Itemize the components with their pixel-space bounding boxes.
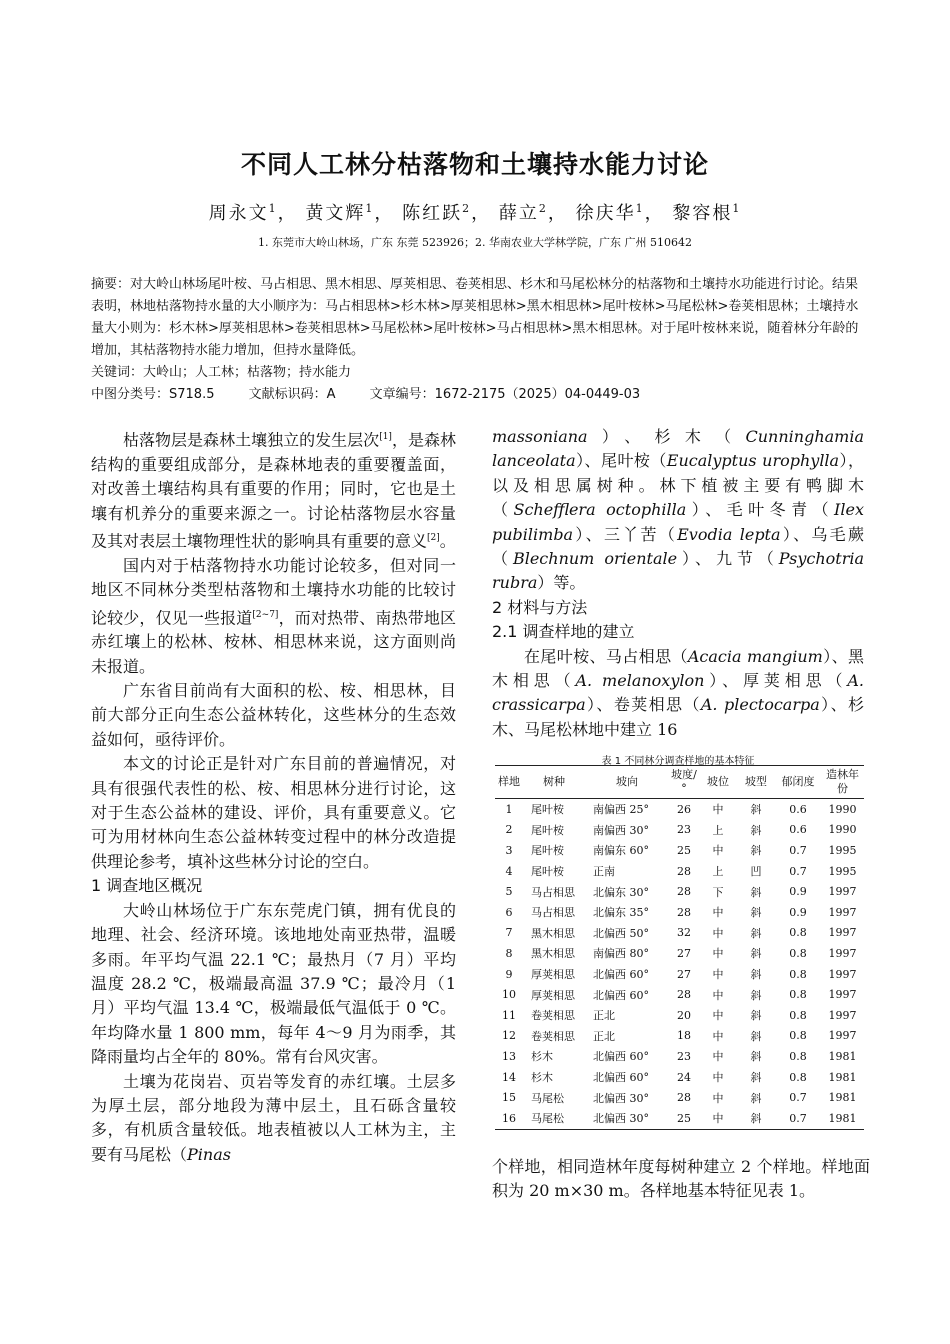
table-cell: 中 [712, 1071, 724, 1085]
paragraph: 国内对于枯落物持水功能讨论较多，但对同一地区不同林分类型枯落物和土壤持水功能的比较讨论较少，仅见一些报道[2~7]，而对热带、南热带地区赤红壤上的松林、桉林、相思林来说，这方面则尚未报道。 [91, 555, 456, 676]
table-cell: 北偏西 50° [593, 926, 649, 940]
paragraph: 土壤为花岗岩、页岩等发育的赤红壤。土层多为厚土层，部分地段为薄中层土，且石砾含量较多，有机质含量较低。地表植被以人工林为主，主要有马尾松（Pinas [91, 1071, 456, 1164]
table-cell: 28 [677, 864, 691, 878]
table-cell: 中 [712, 1050, 724, 1064]
paragraph: 在尾叶桉、马占相思（Acacia mangium）、黑木相思（A. melanoxylon）、厚荚相思（A. crassicarpa）、卷荚相思（A. plectocarpa）、杉木、马尾松林地中建立 16 [492, 646, 864, 739]
table-cell: 1 [505, 802, 513, 816]
table-cell: 卷荚相思 [531, 1029, 575, 1043]
table-cell: 23 [677, 1049, 691, 1063]
column-header: 样地 [495, 766, 523, 799]
table-cell: 尾叶桉 [531, 823, 564, 837]
table-row [495, 902, 864, 923]
abstract-text: 摘要：对大岭山林场尾叶桉、马占相思、黑木相思、厚荚相思、卷荚相思、杉木和马尾松林分的枯落物和土壤持水功能进行讨论。结果表明，林地枯落物持水量的大小顺序为：马占相思林>杉木林>厚荚相思林>黑木相思林>尾叶桉林>马尾松林>卷荚相思林；土壤持水量大小则为：杉木林>厚荚相思林>卷荚相思林>马尾松林>尾叶桉林>马占相思林>黑木相思林。对于尾叶桉林来说，随着林分年龄的增加，其枯落物持水能力增加，但持水量降低。 [91, 277, 859, 358]
table-cell: 北偏西 60° [593, 988, 649, 1002]
table-cell: 中 [712, 803, 724, 817]
page-title: 不同人工林分枯落物和土壤持水能力讨论 [240, 150, 709, 179]
table-cell: 北偏西 60° [593, 1050, 649, 1064]
subsection-heading: 2.1 调查样地的建立 [492, 622, 635, 642]
table-cell: 尾叶桉 [531, 803, 564, 817]
table-cell: 1981 [828, 1049, 857, 1063]
table-cell: 北偏西 60° [593, 1071, 649, 1085]
table-cell: 北偏东 30° [593, 885, 649, 899]
table-cell: 北偏西 60° [593, 968, 649, 982]
table-cell: 1997 [828, 1029, 857, 1043]
table-cell: 中 [699, 1108, 737, 1129]
column-header: 造林年份 [821, 766, 864, 799]
table-cell: 25 [677, 843, 691, 857]
table-cell: 斜 [750, 803, 762, 817]
table-cell: 正南 [593, 865, 615, 879]
table-cell: 28 [677, 988, 691, 1002]
table-cell: 斜 [750, 1091, 762, 1105]
table-cell: 尾叶桉 [531, 844, 564, 858]
right-column [492, 425, 864, 742]
table-cell: 15 [502, 1091, 516, 1105]
author: 陈红跃$^2$ [402, 202, 472, 224]
table-cell: 中 [712, 1091, 724, 1105]
table-cell: 中 [712, 1029, 724, 1043]
table-cell: 斜 [750, 926, 762, 940]
table-cell: 马占相思 [531, 885, 575, 899]
table-cell: 正北 [593, 1029, 615, 1043]
table-cell: 斜 [750, 1050, 762, 1064]
table-cell: 1990 [828, 823, 857, 837]
table-row [495, 840, 864, 861]
table-row [495, 943, 864, 964]
table-cell: 24 [677, 1070, 691, 1084]
table-cell: 0.7 [789, 864, 807, 878]
column-header: 郁闭度 [775, 766, 821, 799]
table-cell: 0.6 [789, 823, 807, 837]
table-cell: 8 [505, 946, 513, 960]
table-cell: 斜 [750, 947, 762, 961]
author: 黄文辉$^1$ [305, 202, 375, 224]
left-column [91, 425, 456, 1167]
table-cell: 0.9 [789, 885, 807, 899]
table-cell: 北偏西 30° [593, 1091, 649, 1105]
table-cell: 中 [712, 926, 724, 940]
table-cell: 12 [502, 1029, 516, 1043]
table-cell: 正北 [593, 1009, 615, 1023]
table-row [495, 984, 864, 1005]
table-cell: 中 [712, 906, 724, 920]
table-cell: 斜 [737, 1108, 775, 1129]
author: 黎容根$^1$ [672, 202, 742, 224]
table-cell: 11 [502, 1008, 516, 1022]
column-header: 坡向 [585, 766, 669, 799]
table-cell: 27 [677, 946, 691, 960]
table-cell: 23 [677, 823, 691, 837]
table-cell: 3 [505, 843, 513, 857]
paragraph: 枯落物层是森林土壤独立的发生层次[1]，是森林结构的重要组成部分，是森林地表的重要覆盖面，对改善土壤结构具有重要的作用；同时，它也是土壤有机养分的重要来源之一。讨论枯落物层水容量及其对表层土壤物理性状的影响具有重要的意义[2]。 [91, 430, 456, 551]
table-cell: 0.8 [789, 946, 807, 960]
table-cell: 0.9 [789, 905, 807, 919]
table-cell: 斜 [750, 823, 762, 837]
table-cell: 斜 [750, 844, 762, 858]
table-cell: 斜 [750, 968, 762, 982]
table-cell: 1997 [828, 926, 857, 940]
table-row [495, 1067, 864, 1088]
table-cell: 28 [677, 905, 691, 919]
table-cell: 1997 [828, 905, 857, 919]
paragraph: 广东省目前尚有大面积的松、桉、相思林，目前大部分正向生态公益林转化，这些林分的生态效益如何，亟待评价。 [91, 681, 456, 749]
table-cell: 斜 [750, 885, 762, 899]
table-cell: 黑木相思 [531, 926, 575, 940]
table-cell: 尾叶桉 [531, 865, 564, 879]
table-cell: 中 [712, 947, 724, 961]
table-cell: 上 [712, 865, 724, 879]
table-row [495, 1046, 864, 1067]
table-cell: 26 [677, 802, 691, 816]
abstract-block [91, 274, 863, 406]
table-cell: 0.8 [789, 926, 807, 940]
keywords: 关键词：大岭山；人工林；枯落物；持水能力 [91, 365, 352, 380]
table-cell: 北偏东 35° [593, 906, 649, 920]
table-row [495, 1087, 864, 1108]
paragraph: 本文的讨论正是针对广东目前的普遍情况，对具有很强代表性的松、桉、相思林分进行讨论，这对于生态公益林的建设、评价，具有重要意义。它可为用材林向生态公益林转变过程中的林分改造提供理论参考，填补这些林分讨论的空白。 [91, 754, 456, 871]
column-header: 坡位 [699, 766, 737, 799]
document-code: 文献标识码：A [248, 387, 336, 402]
author-list: 周永文$^1$， 黄文辉$^1$， 陈红跃$^2$， 薛立$^2$， 徐庆华$^1$， 黎容根$^1$ [208, 202, 742, 224]
table-cell: 0.7 [789, 843, 807, 857]
table-row [495, 1108, 864, 1129]
table-row [495, 820, 864, 841]
table-cell: 0.8 [789, 967, 807, 981]
table-cell: 25 [669, 1108, 699, 1129]
table-cell: 0.8 [789, 1070, 807, 1084]
table-cell: 1981 [828, 1091, 857, 1105]
table-cell: 1997 [828, 885, 857, 899]
table-cell: 10 [502, 988, 516, 1002]
classification-line [91, 384, 863, 406]
table-cell: 1981 [821, 1108, 864, 1129]
table-cell: 斜 [750, 1029, 762, 1043]
table-cell: 27 [677, 967, 691, 981]
table-cell: 中 [712, 968, 724, 982]
paragraph: 大岭山林场位于广东东莞虎门镇，拥有优良的地理、社会、经济环境。该地地处南亚热带，温暖多雨。年平均气温 22.1 ℃；最热月（7 月）平均温度 28.2 ℃，极端最高温 37.9 ℃；最冷月（1 月）平均气温 13.4 ℃，极端最低气温低于 0 ℃。年均降水量 1 800 mm，每年 4～9 月为雨季，其降雨量均占全年的 80%。常有台风灾害。 [91, 900, 456, 1067]
author: 徐庆华$^1$ [575, 202, 645, 224]
table-cell: 18 [677, 1029, 691, 1043]
table-cell: 28 [677, 885, 691, 899]
table-cell: 中 [712, 988, 724, 1002]
table-cell: 马尾松 [523, 1108, 585, 1129]
table-cell: 中 [712, 844, 724, 858]
table-cell: 13 [502, 1049, 516, 1063]
table-caption: 表 1 不同林分调查样地的基本特征 [601, 756, 755, 767]
table-cell: 1990 [828, 802, 857, 816]
plot-table [495, 765, 864, 1130]
table-row [495, 861, 864, 882]
table-cell: 厚荚相思 [531, 968, 575, 982]
table-cell: 28 [677, 1091, 691, 1105]
table-cell: 南偏东 60° [593, 844, 649, 858]
table-cell: 上 [712, 823, 724, 837]
clc-number: 中图分类号：S718.5 [91, 387, 215, 402]
paragraph: massoniana）、杉木（Cunninghamia lanceolata）、尾叶桉（Eucalyptus urophylla），以及相思属树种。林下植被主要有鸭脚木（Schefflera octophilla）、毛叶冬青（Ilex pubilimba）、三丫苦（Evodia lepta）、乌毛蕨（Blechnum orientale）、九节（Psychotria rubra）等。 [492, 427, 864, 593]
table-cell: 9 [505, 967, 513, 981]
table-cell: 南偏西 25° [593, 803, 649, 817]
table-cell: 1997 [828, 967, 857, 981]
paragraph: 个样地，相同造林年度每树种建立 2 个样地。样地面积为 20 m×30 m。各样地基本特征见表 1。 [492, 1157, 870, 1201]
table-row [495, 964, 864, 985]
table-cell: 黑木相思 [531, 947, 575, 961]
table-cell: 14 [502, 1070, 516, 1084]
table-cell: 2 [505, 823, 513, 837]
table-row [495, 799, 864, 820]
table-cell: 1997 [828, 988, 857, 1002]
table-cell: 0.8 [789, 1008, 807, 1022]
column-header: 坡型 [737, 766, 775, 799]
citation: [1] [379, 432, 392, 442]
table-cell: 北偏西 30° [585, 1108, 669, 1129]
table-cell: 下 [712, 885, 724, 899]
table-row [495, 1026, 864, 1047]
table-cell: 南偏西 80° [593, 947, 649, 961]
table-cell: 0.8 [789, 1049, 807, 1063]
table-cell: 0.7 [775, 1108, 821, 1129]
citation: [2~7] [252, 609, 279, 620]
table-cell: 斜 [750, 1009, 762, 1023]
table-cell: 中 [712, 1009, 724, 1023]
table-row [495, 881, 864, 902]
table-cell: 杉木 [531, 1050, 553, 1064]
table-cell: 0.8 [789, 1029, 807, 1043]
table-cell: 6 [505, 905, 513, 919]
table-cell: 16 [495, 1108, 523, 1129]
table-cell: 1981 [828, 1070, 857, 1084]
affiliation: 1. 东莞市大岭山林场，广东 东莞 523926；2. 华南农业大学林学院，广东 广州 510642 [258, 236, 692, 249]
table-cell: 卷荚相思 [531, 1009, 575, 1023]
table-row [495, 1005, 864, 1026]
table-cell: 马尾松 [531, 1091, 564, 1105]
column-header: 树种 [523, 766, 585, 799]
table-cell: 马占相思 [531, 906, 575, 920]
table-cell: 南偏西 30° [593, 823, 649, 837]
table-cell: 凹 [750, 865, 762, 879]
table-cell: 斜 [750, 988, 762, 1002]
author: 周永文$^1$ [208, 202, 278, 224]
table-cell: 0.8 [789, 988, 807, 1002]
column-header: 坡度/° [669, 766, 699, 799]
table-cell: 0.7 [789, 1091, 807, 1105]
author: 薛立$^2$ [498, 202, 548, 224]
table-cell: 1997 [828, 946, 857, 960]
table-cell: 斜 [750, 1071, 762, 1085]
table-cell: 杉木 [531, 1071, 553, 1085]
table-cell: 1997 [828, 1008, 857, 1022]
table-cell: 0.6 [789, 802, 807, 816]
table-cell: 1995 [828, 864, 857, 878]
table-cell: 7 [505, 926, 513, 940]
section-heading: 2 材料与方法 [492, 597, 588, 617]
citation: [2] [427, 532, 440, 543]
table-cell: 32 [677, 926, 691, 940]
continued-paragraph [492, 1155, 870, 1204]
table-header-row [495, 766, 864, 799]
table-cell: 5 [505, 885, 513, 899]
article-number: 文章编号：1672-2175（2025）04-0449-03 [369, 387, 641, 402]
table-cell: 20 [677, 1008, 691, 1022]
table-cell: 4 [505, 864, 513, 878]
section-heading: 1 调查地区概况 [91, 876, 203, 896]
table-row [495, 923, 864, 944]
table-cell: 厚荚相思 [531, 988, 575, 1002]
table-cell: 斜 [750, 906, 762, 920]
table-cell: 1995 [828, 843, 857, 857]
